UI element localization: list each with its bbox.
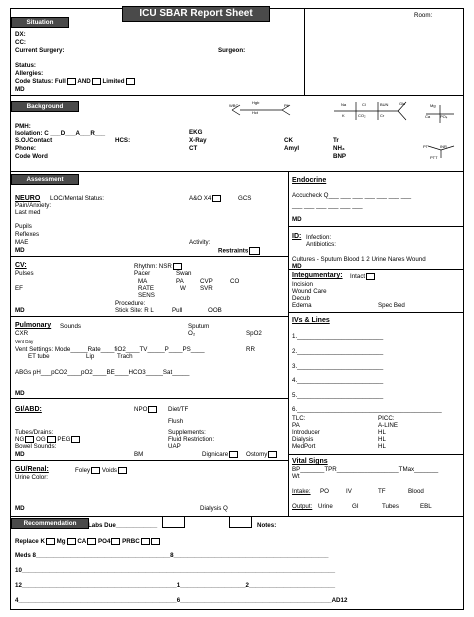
replace-ca-label: CA [77, 538, 87, 546]
peg-checkbox[interactable] [71, 436, 80, 443]
wt-label: Wt [292, 473, 300, 480]
cvp-label: CVP [200, 278, 213, 285]
replace-po4-label: PO4 [98, 538, 111, 546]
endocrine-title: Endocrine [292, 177, 327, 184]
code-word-label: Code Word [15, 153, 48, 160]
po4-label: PO₄ [440, 114, 448, 119]
foley-voids-row [75, 467, 127, 474]
neuro-md-label: MD [15, 247, 25, 254]
tr-label: Tr [333, 137, 339, 144]
and-checkbox[interactable] [92, 78, 101, 85]
loc-label: LOC/Mental Status: [50, 195, 104, 202]
code-status-row [15, 78, 135, 85]
pt-label: PT [423, 144, 429, 149]
ao-text: A&O X4 [189, 195, 212, 203]
hl-label-1: HL [378, 429, 386, 436]
labs-due-box-2[interactable] [229, 516, 252, 528]
integumentary-title: Integumentary: [292, 272, 343, 279]
incision-label: Incision [292, 281, 313, 288]
rate-label: RATE [138, 285, 155, 292]
meds-row: Meds 8_______________________________________8_____________________________________________ [15, 552, 329, 559]
pulmonary-title: Pulmonary [15, 322, 52, 329]
intake-blood-label: Blood [408, 488, 424, 495]
gu-md-label: MD [15, 505, 25, 512]
phone-label: Phone: [15, 145, 36, 152]
aline-label: A-LINE [378, 422, 398, 429]
sounds-label: Sounds [60, 323, 81, 330]
output-gi-label: GI [352, 503, 359, 510]
intake-label: Intake: [292, 488, 311, 495]
prbc-checkbox-2[interactable] [151, 538, 160, 545]
og-label: OG [36, 436, 46, 444]
lytes-k: K [342, 113, 345, 118]
oob-label: OOB [208, 307, 222, 314]
medport-label: MedPort [292, 443, 316, 450]
swan-label: Swan [176, 270, 192, 277]
pull-label: Pull [172, 307, 183, 314]
cbc-hct: Hct [252, 110, 258, 115]
situation-divider [10, 95, 463, 96]
urine-color-label: Urine Color: [15, 474, 49, 481]
vitals-title: Vital Signs [292, 458, 328, 465]
fluid-restriction-label: Fluid Restriction: [168, 436, 215, 443]
room-label: Room: [414, 12, 433, 19]
cv-divider [10, 316, 288, 317]
surgeon-label: Surgeon: [218, 47, 246, 54]
ostomy-checkbox[interactable] [268, 451, 277, 458]
spo2-label: SpO2 [246, 330, 262, 337]
lytes-na: Na [341, 102, 347, 107]
iv-line-5: 5._________________________ [292, 392, 384, 399]
ck-label: CK [284, 137, 293, 144]
antibiotics-label: Antibiotics: [306, 241, 336, 248]
pulmonary-divider [10, 398, 288, 399]
neuro-title: NEURO [15, 195, 41, 202]
npo-label [134, 406, 157, 413]
cbc-plt: Plt [284, 103, 289, 108]
prbc-label: PRBC [122, 538, 140, 546]
edema-label: Edema [292, 302, 312, 309]
ef-label: EF [15, 285, 23, 292]
sens-label: SENS [138, 292, 155, 299]
npo-checkbox[interactable] [148, 406, 157, 413]
replace-mg-checkbox[interactable] [67, 538, 76, 545]
pulses-label: Pulses [15, 270, 34, 277]
o2-label: O₂ [188, 330, 196, 337]
ivs-divider [288, 454, 463, 455]
rhythm-text: Rhythm: NSR [134, 263, 172, 271]
cbc-wbc: WBC [229, 103, 239, 108]
uap-label: UAP [168, 443, 181, 450]
bnp-label: BNP [333, 153, 347, 160]
cxr-label: CXR [15, 330, 29, 337]
sputum-label: Sputum [188, 323, 210, 330]
bowel-sounds-label: Bowel Sounds: [15, 443, 57, 450]
dignicare-checkbox[interactable] [229, 451, 238, 458]
pacer-label: Pacer [134, 270, 151, 277]
nsr-checkbox[interactable] [173, 263, 182, 270]
endocrine-divider [288, 226, 463, 227]
et-tube-label: ET tube [28, 353, 50, 360]
foley-label: Foley [75, 467, 91, 475]
lytes-co2: CO₂ [358, 113, 366, 118]
ng-checkbox[interactable] [25, 436, 34, 443]
cv-md-label: MD [15, 307, 25, 314]
time-row-10: 10___________________________________________________________________________________________ [15, 567, 336, 574]
recommendation-header: Recommendation [11, 518, 89, 529]
time-row-4: 4______________________________________________6____________________________________________AD12 [15, 597, 348, 604]
gi-md-label: MD [15, 451, 25, 458]
allergies-label: Allergies: [15, 70, 44, 77]
intact-checkbox[interactable] [366, 273, 375, 280]
replace-po4-checkbox[interactable] [111, 538, 120, 545]
so-contact-label: S.O./Contact [15, 137, 53, 144]
ma-label: MA [138, 278, 148, 285]
introducer-label: Introducer [292, 429, 320, 436]
situation-header: Situation [11, 17, 69, 28]
dignicare-label [202, 451, 238, 458]
nh3-label: NH₃ [333, 145, 345, 152]
replace-k-label: Replace K [15, 538, 45, 546]
reflexes-label: Reflexes [15, 231, 40, 238]
cultures-label: Cultures - Sputum Blood 1 2 Urine Nares Wound [292, 256, 426, 263]
restraints-text: Restraints [218, 247, 249, 255]
cbc-hgb: Hgb [252, 100, 260, 105]
limited-checkbox[interactable] [126, 78, 135, 85]
assessment-header: Assessment [11, 174, 79, 185]
status-label: Status: [15, 62, 36, 69]
stick-site-label: Stick Site: R L [115, 307, 154, 314]
co-label: CO [230, 278, 240, 285]
rr-label: RR [246, 346, 255, 353]
w-label: W [180, 285, 186, 292]
activity-label: Activity: [189, 239, 211, 246]
ostomy-label [246, 451, 277, 458]
flush-label: Flush [168, 418, 184, 425]
labs-due-box-1[interactable] [162, 516, 185, 528]
ao-checkbox[interactable] [212, 195, 221, 202]
ct-label: CT [189, 145, 198, 152]
time-row-12: 12_____________________________________________1___________________2_________________________ [15, 582, 336, 589]
intact-text: Intact [350, 273, 366, 281]
wound-care-label: Wound Care [292, 288, 327, 295]
diet-label: Diet/TF [168, 406, 189, 413]
prbc-checkbox-1[interactable] [141, 538, 150, 545]
voids-label: Voids [101, 467, 118, 475]
gi-divider [10, 460, 288, 461]
labs-due-label: Labs Due____________ [88, 522, 158, 529]
pupils-label: Pupils [15, 223, 32, 230]
gcs-label: GCS [238, 195, 252, 202]
cv-title: CV: [15, 262, 27, 269]
output-tubes-label: Tubes [382, 503, 399, 510]
abgs-label: ABGs pH___pCO2____pO2____BE____HCO3_____Sat_____ [15, 369, 190, 376]
mg-ca-po4-diagram [422, 102, 462, 124]
lytes-bun: BUN [380, 102, 389, 107]
intact-label [350, 273, 375, 280]
vent-day-label: Vent Day [15, 339, 34, 344]
page-title: ICU SBAR Report Sheet [122, 6, 270, 22]
limited-label: Limited [102, 78, 125, 86]
id-divider [288, 269, 463, 270]
og-checkbox[interactable] [47, 436, 56, 443]
intake-iv-label: IV [346, 488, 352, 495]
iv-line-6: 6.__________________________________________ [292, 406, 442, 413]
tubes-label: Tubes/Drains: [15, 429, 54, 436]
notes-label: Notes: [257, 522, 277, 529]
bp-tpr-tmax-label: BP_______TPR__________________TMax_______ [292, 466, 439, 473]
and-label: AND [77, 78, 91, 86]
id-md-label: MD [292, 263, 302, 270]
replace-ca-checkbox[interactable] [87, 538, 96, 545]
iv-line-3: 3._________________________ [292, 363, 384, 370]
hl-label-2: HL [378, 436, 386, 443]
pmh-label: PMH: [15, 123, 31, 130]
ptt-label: PTT [430, 155, 438, 160]
output-ebl-label: EBL [420, 503, 432, 510]
pulmonary-md-label: MD [15, 390, 25, 397]
ng-label: NG [15, 436, 25, 444]
decub-label: Decub [292, 295, 310, 302]
vent-settings-label: Vent Settings: Mode_____Rate____fiO2____TV_____P____PS____ [15, 346, 205, 353]
mg-label: Mg [430, 103, 436, 108]
pa-line-label: PA [292, 422, 300, 429]
dignicare-text: Dignicare [202, 451, 229, 459]
dialysis-line-label: Dialysis [292, 436, 314, 443]
accucheck-label: Accucheck Q___ ___ ___ ___ ___ ___ ___ [292, 192, 412, 199]
endocrine-md-label: MD [292, 216, 302, 223]
trach-label: Trach [117, 353, 133, 360]
ca-label: Ca [425, 114, 431, 119]
dx-label: DX: [15, 31, 26, 38]
ao-label [189, 195, 221, 202]
amyl-label: Amyl [284, 145, 300, 152]
current-surgery-label: Current Surgery: [15, 47, 65, 54]
iv-line-2: 2._________________________ [292, 348, 384, 355]
iv-line-1: 1._________________________ [292, 333, 384, 340]
iv-line-4: 4._________________________ [292, 377, 384, 384]
inr-label: INR [440, 144, 447, 149]
assessment-column-divider [288, 171, 289, 516]
ekg-label: EKG [189, 129, 203, 136]
replace-mg-label: Mg [56, 538, 66, 546]
output-label: Output: [292, 503, 313, 510]
pa-label: PA [176, 278, 184, 285]
foley-checkbox[interactable] [91, 467, 100, 474]
pain-label: Pain/Anxiety: [15, 202, 52, 209]
voids-checkbox[interactable] [118, 467, 127, 474]
background-header: Background [11, 101, 79, 112]
peg-label: PEG [57, 436, 71, 444]
cc-label: CC: [15, 39, 26, 46]
room-box [304, 8, 464, 96]
gi-title: GI/ABD: [15, 406, 42, 413]
lytes-cr: Cr [380, 113, 385, 118]
ostomy-text: Ostomy [246, 451, 268, 459]
code-status-label: Code Status: Full [15, 78, 66, 86]
ivs-title: IVs & Lines [292, 317, 330, 324]
xray-label: X-Ray [189, 137, 207, 144]
background-divider [10, 171, 463, 172]
supplements-label: Supplements: [168, 429, 206, 436]
accucheck-line2: ___ ___ ___ ___ ___ ___ [292, 202, 363, 209]
tlc-label: TLC: [292, 415, 306, 422]
intake-po-label: PO [320, 488, 329, 495]
integumentary-divider [288, 312, 463, 313]
cbc-fishbone-diagram [232, 100, 302, 120]
neuro-divider [10, 256, 288, 257]
last-med-label: Last med [15, 209, 41, 216]
output-urine-label: Urine [318, 503, 333, 510]
bm-label: BM [134, 451, 144, 458]
replace-k-checkbox[interactable] [46, 538, 55, 545]
gu-title: GU/Renal: [15, 466, 49, 473]
replace-row [15, 538, 160, 545]
hcs-label: HCS: [115, 137, 131, 144]
dialysis-label: Dialysis Q [200, 505, 228, 512]
lytes-cl: Cl [362, 102, 366, 107]
intake-tf-label: TF [378, 488, 386, 495]
situation-md-label: MD [15, 86, 25, 93]
picc-label: PICC: [378, 415, 395, 422]
restraints-label [218, 247, 260, 255]
lip-label: Lip [86, 353, 95, 360]
npo-text: NPO [134, 406, 148, 414]
lytes-glu: Glu [399, 101, 406, 106]
spec-bed-label: Spec Bed [378, 302, 405, 309]
id-title: ID: [292, 233, 302, 240]
restraints-checkbox[interactable] [249, 247, 260, 255]
infection-label: Infection: [306, 234, 332, 241]
hl-label-3: HL [378, 443, 386, 450]
procedure-label: Procedure: [115, 300, 146, 307]
isolation-label: Isolation: C ___D___A___R___ [15, 130, 106, 137]
mae-label: MAE [15, 239, 29, 246]
full-checkbox[interactable] [67, 78, 76, 85]
svr-label: SVR [200, 285, 213, 292]
